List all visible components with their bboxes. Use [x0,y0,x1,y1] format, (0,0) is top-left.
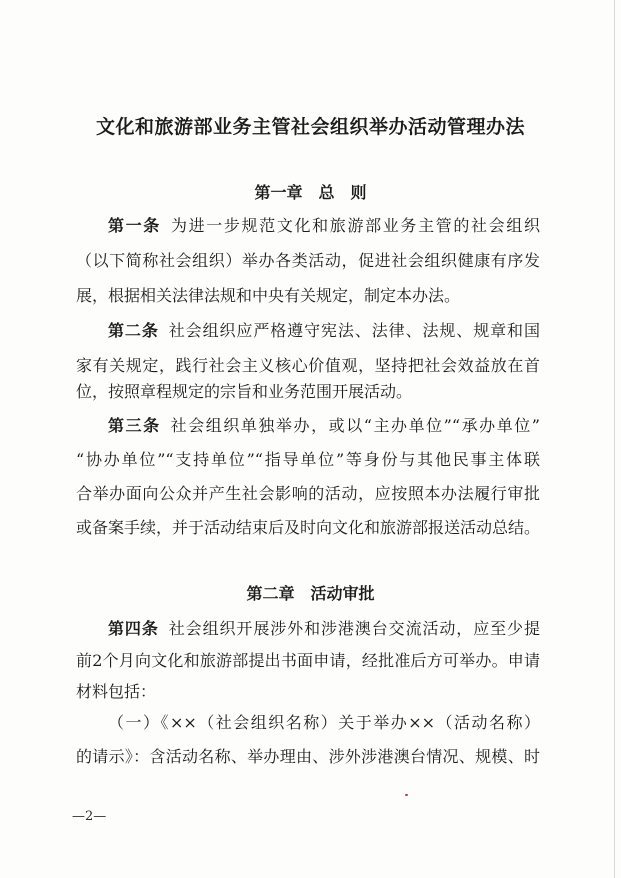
chapter-2-number: 第二章 [246,584,295,603]
article-1-line-3: 展，根据相关法律法规和中央有关规定，制定本办法。 [76,286,461,305]
article-3-label: 第三条 [108,416,161,435]
article-2-text-1: 社会组织应严格遵守宪法、法律、法规、规章和国 [168,321,540,340]
article-3-line-3: 合举办面向公众并产生社会影响的活动，应按照本办法履行审批 [76,484,540,503]
article-1-line-2: （以下简称社会组织）举办各类活动，促进社会组织健康有序发 [76,251,540,270]
article-4-text-1: 社会组织开展涉外和涉港澳台交流活动，应至少提 [168,619,540,638]
article-4-line-3: 材料包括： [76,682,157,701]
article-1-label: 第一条 [108,216,161,235]
article-2-line-2: 家有关规定，践行社会主义核心价值观，坚持把社会效益放在首 [76,356,540,375]
chapter-2-heading [0,581,621,604]
page-number: —2— [72,809,107,824]
article-3-text-1: 社会组织单独举办，或以“主办单位”“承办单位” [170,416,540,435]
article-1-text-1: 为进一步规范文化和旅游部业务主管的社会组织 [170,216,540,235]
article-3-line-2: “协办单位”“支持单位”“指导单位”等身份与其他民事主体联 [76,450,540,469]
article-2-label: 第二条 [108,321,159,340]
scan-mark [405,794,408,796]
chapter-2-name: 活动审批 [310,584,375,603]
chapter-1-heading [0,180,621,203]
document-title: 文化和旅游部业务主管社会组织举办活动管理办法 [95,116,525,138]
chapter-1-name: 总 则 [318,183,367,202]
article-4-label: 第四条 [108,619,159,638]
article-3-line-4: 或备案手续，并于活动结束后及时向文化和旅游部报送活动总结。 [76,518,540,537]
article-3-line-1 [108,415,540,437]
item-1-line-2: 的请示》：含活动名称、举办理由、涉外涉港澳台情况、规模、时 [76,747,540,766]
item-1-line-1: （一）《××（社会组织名称）关于举办××（活动名称） [108,713,540,732]
article-2-line-3: 位，按照章程规定的宗旨和业务范围开展活动。 [76,382,413,401]
article-1-line-1 [108,215,540,237]
chapter-1-number: 第一章 [254,183,303,202]
article-4-line-2: 前2个月向文化和旅游部提出书面申请，经批准后方可举办。申请 [76,651,540,670]
article-2-line-1 [108,320,540,342]
article-4-line-1 [108,618,540,640]
